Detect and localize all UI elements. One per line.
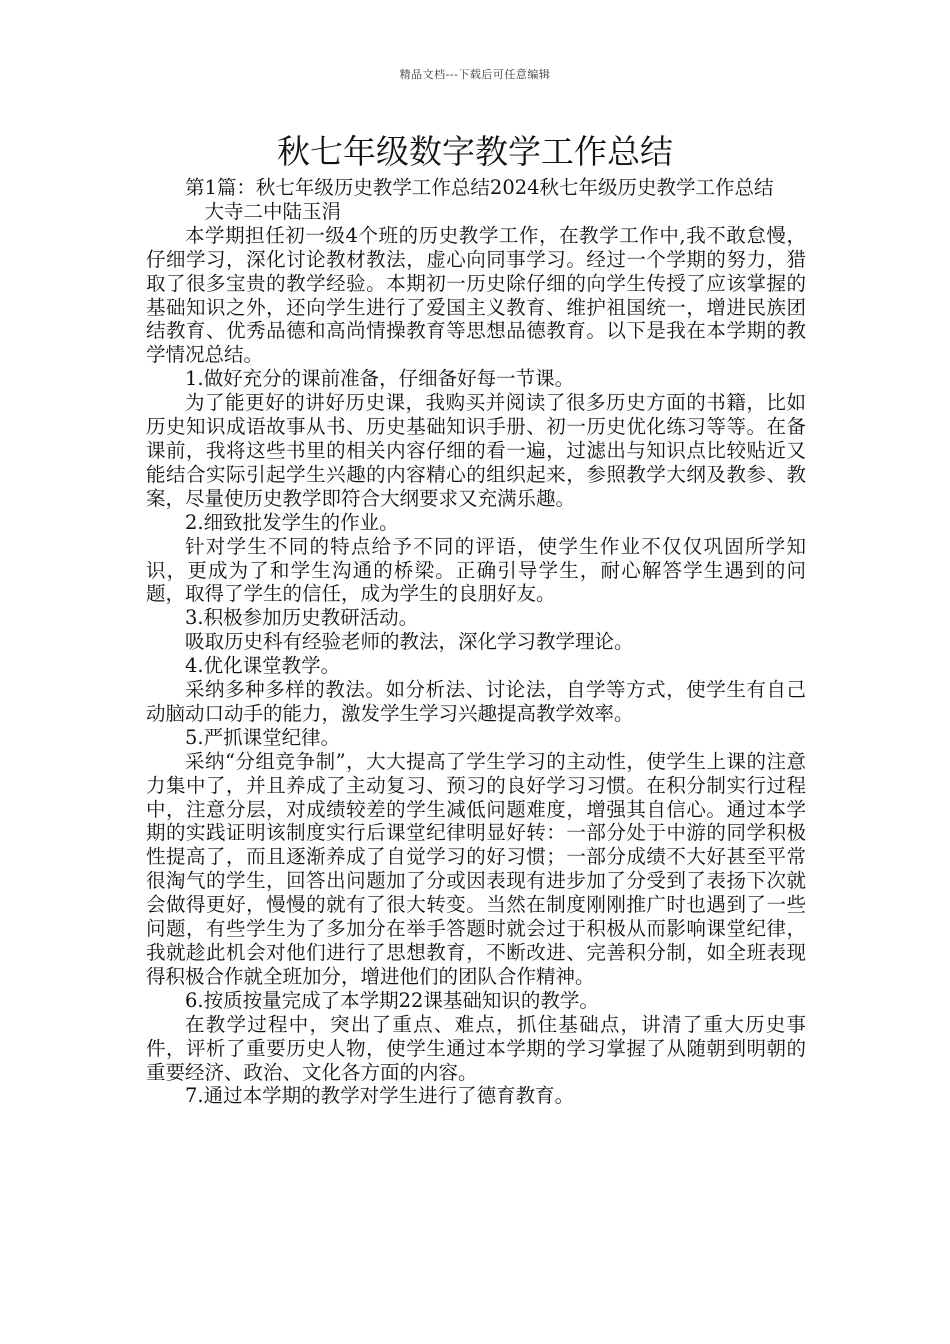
header-note: 精品文档---下载后可任意编辑	[399, 68, 551, 81]
paragraph: 在教学过程中，突出了重点、难点，抓住基础点，讲清了重大历史事件，评析了重要历史人物，使学生通过本学期的学习掌握了从随朝到明朝的重要经济、政治、文化各方面的内容。	[146, 1012, 806, 1084]
paragraph: 为了能更好的讲好历史课，我购买并阅读了很多历史方面的书籍，比如历史知识成语故事从书、历史基础知识手册、初一历史优化练习等等。在备课前，我将这些书里的相关内容仔细的看一遍，过滤出与知识点比较贴近又能结合实际引起学生兴趣的内容精心的组织起来，参照教学大纲及教参、教案，尽量使历史教学即符合大纲要求又充满乐趣。	[146, 391, 806, 510]
section-heading: 4.优化课堂教学。	[185, 654, 341, 678]
section-heading: 7.通过本学期的教学对学生进行了德育教育。	[185, 1084, 575, 1108]
paragraph: 本学期担任初一级4个班的历史教学工作，在教学工作中,我不敢怠慢，仔细学习，深化讨论教材教法，虚心向同事学习。经过一个学期的努力，猎取了很多宝贵的教学经验。本期初一历史除仔细的向学生传授了应该掌握的基础知识之外，还向学生进行了爱国主义教育、维护祖国统一，增进民族团结教育、优秀品德和高尚情操教育等思想品德教育。以下是我在本学期的教学情况总结。	[146, 223, 806, 367]
document-title: 秋七年级数字教学工作总结	[277, 132, 673, 171]
paragraph: 针对学生不同的特点给予不同的评语，使学生作业不仅仅巩固所学知识，更成为了和学生沟通的桥梁。正确引导学生，耐心解答学生遇到的问题，取得了学生的信任，成为学生的良朋好友。	[146, 534, 806, 606]
paragraph: 采纳“分组竞争制”，大大提高了学生学习的主动性，使学生上课的注意力集中了，并且养成了主动复习、预习的良好学习习惯。在积分制实行过程中，注意分层，对成绩较差的学生减低问题难度，增强其自信心。通过本学期的实践证明该制度实行后课堂纪律明显好转：一部分处于中游的同学积极性提高了，而且逐渐养成了自觉学习的好习惯；一部分成绩不大好甚至平常很淘气的学生，回答出问题加了分或因表现有进步加了分受到了表扬下次就会做得更好，慢慢的就有了很大转变。当然在制度刚刚推广时也遇到了一些问题，有些学生为了多加分在举手答题时就会过于积极从而影响课堂纪律，我就趁此机会对他们进行了思想教育，不断改进、完善积分制，如全班表现得积极合作就全班加分，增进他们的团队合作精神。	[146, 749, 806, 988]
paragraph: 吸取历史科有经验老师的教法，深化学习教学理论。	[185, 630, 634, 654]
section-heading: 2.细致批发学生的作业。	[185, 510, 399, 534]
paragraph: 采纳多种多样的教法。如分析法、讨论法，自学等方式，使学生有自己动脑动口动手的能力，激发学生学习兴趣提高教学效率。	[146, 678, 806, 725]
document-body	[146, 176, 806, 1108]
document-subtitle: 第1篇：秋七年级历史教学工作总结2024秋七年级历史教学工作总结	[185, 176, 774, 199]
section-heading: 5.严抓课堂纪律。	[185, 725, 341, 749]
section-heading: 1.做好充分的课前准备，仔细备好每一节课。	[185, 367, 575, 391]
section-heading: 3.积极参加历史教研活动。	[185, 606, 419, 630]
section-heading: 6.按质按量完成了本学期22课基础知识的教学。	[185, 988, 599, 1012]
author-line: 大寺二中陆玉涓	[204, 199, 342, 223]
